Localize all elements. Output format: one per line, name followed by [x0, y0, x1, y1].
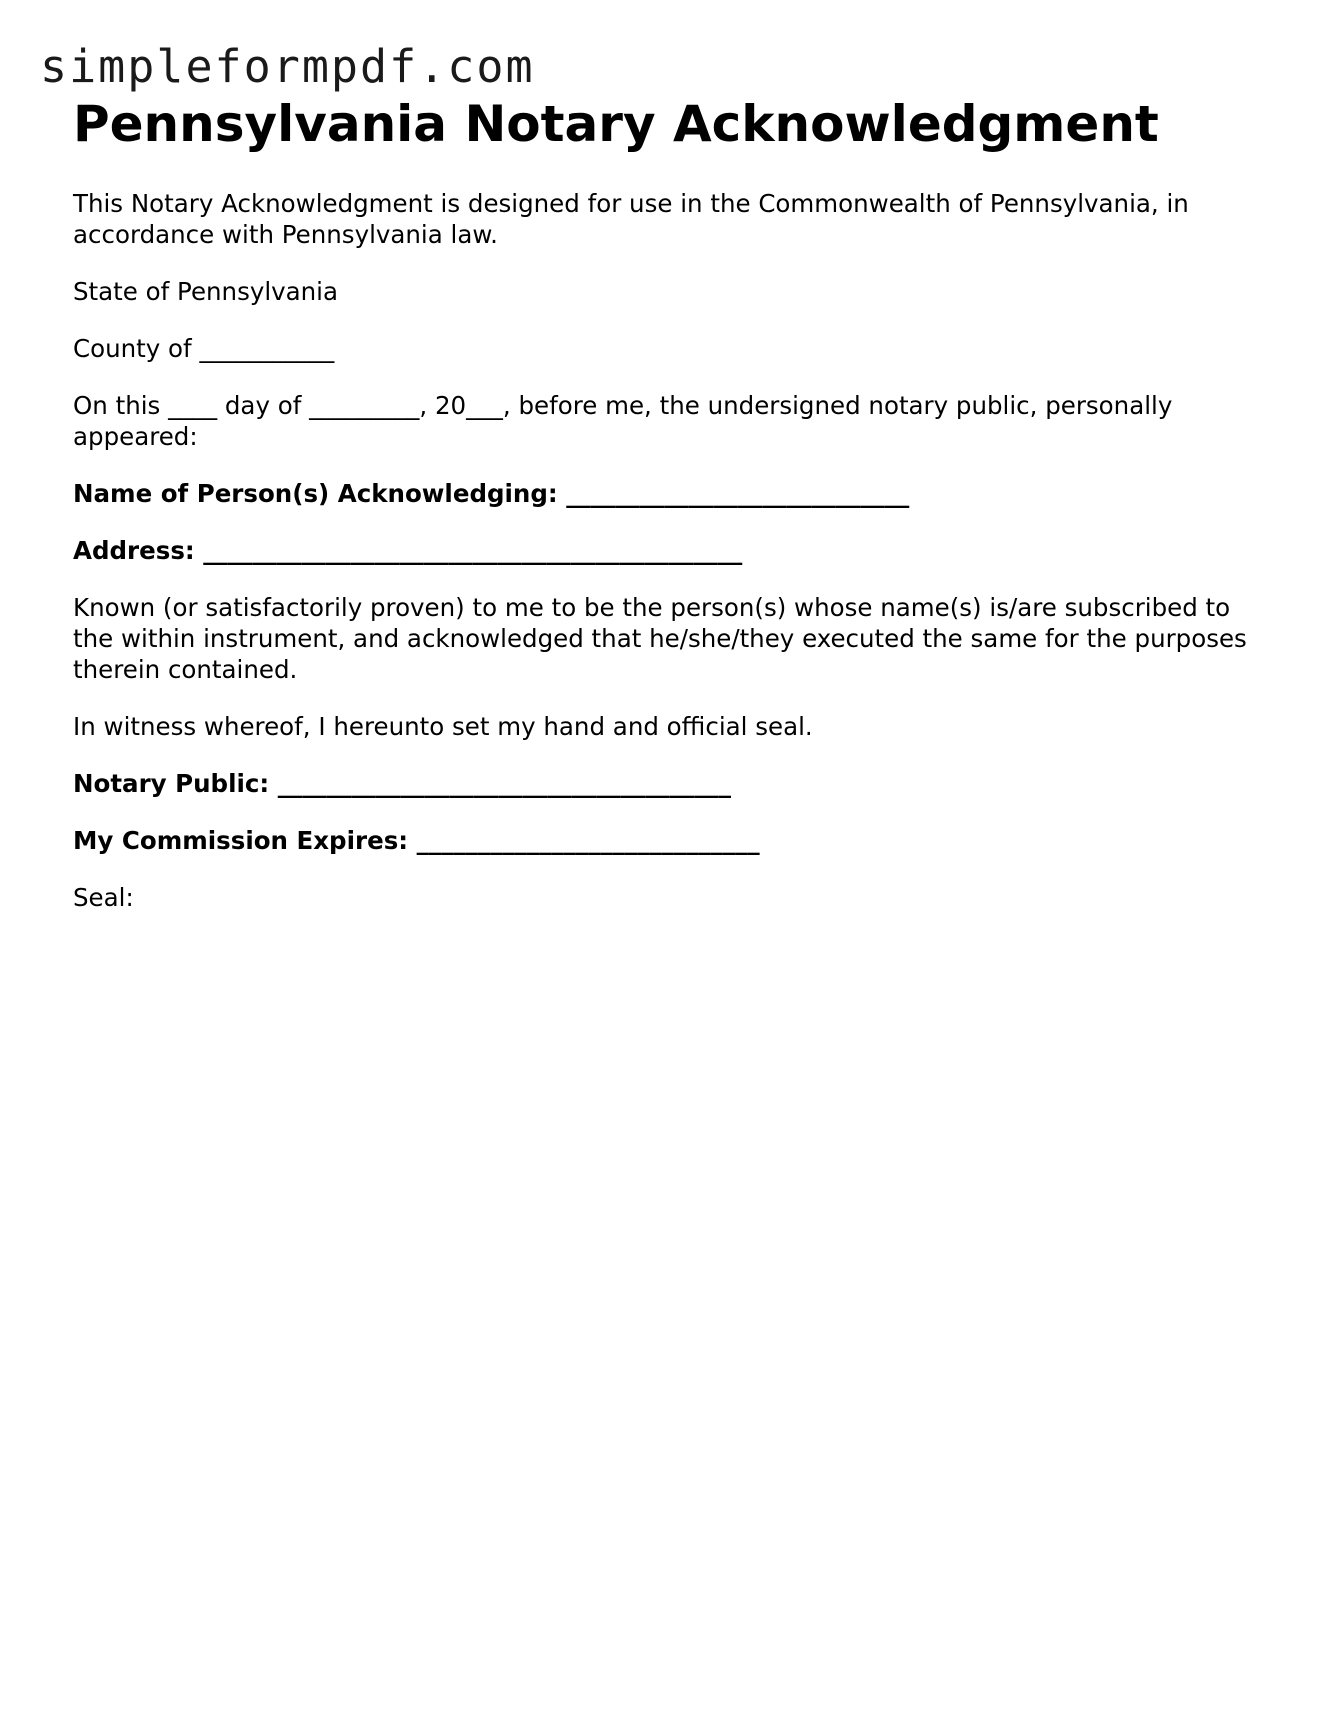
witness-line: In witness whereof, I hereunto set my hand and official seal. — [73, 712, 813, 741]
address-line: Address: ____________________________________________ — [73, 536, 743, 565]
name-of-persons-line: Name of Person(s) Acknowledging: ____________________________ — [73, 479, 910, 508]
known-paragraph: Known (or satisfactorily proven) to me to be the person(s) whose name(s) is/are subscribed to the within instrument, and acknowledged that he/she/they executed the same for the purposes therein contained. — [73, 593, 1247, 684]
intro-paragraph: This Notary Acknowledgment is designed for use in the Commonwealth of Pennsylvania, in accordance with Pennsylvania law. — [73, 189, 1189, 249]
notary-public-line: Notary Public: _____________________________________ — [73, 769, 731, 798]
seal-line: Seal: — [73, 883, 134, 912]
watermark-text: simpleformpdf.com — [40, 40, 535, 93]
county-line: County of ___________ — [73, 334, 335, 363]
commission-expires-line: My Commission Expires: ____________________________ — [73, 826, 760, 855]
document-title: Pennsylvania Notary Acknowledgment — [73, 95, 1159, 153]
date-line: On this ____ day of _________, 20___, before me, the undersigned notary public, personally appeared: — [73, 391, 1173, 451]
document-body — [73, 188, 1253, 939]
state-line: State of Pennsylvania — [73, 277, 339, 306]
